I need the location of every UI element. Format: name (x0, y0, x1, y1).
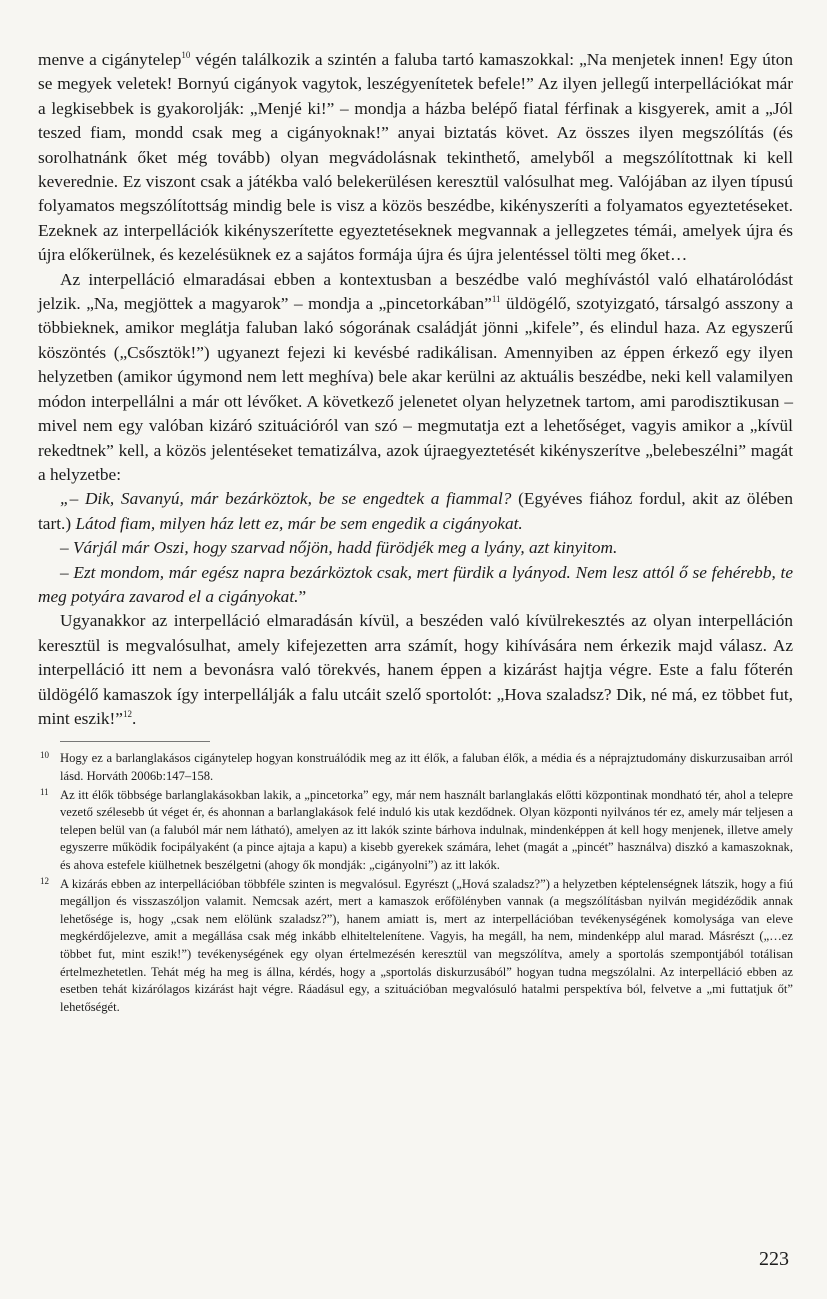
footnote-number: 11 (40, 786, 49, 797)
footnote-separator (60, 741, 210, 742)
footnote-text: Hogy ez a barlanglakásos cigánytelep hogyan konstruálódik meg az itt élők, a faluban élők, a média és a néprajztudomány diskurzusaiban arról lásd. Horváth 2006b:147–158. (60, 751, 793, 783)
footnote-ref: 12 (122, 709, 132, 720)
quoted-dialogue: – Ezt mondom, már egész napra bezárköztok csak, mert fürdik a lyányod. Nem lesz attól ő se fehérebb, te meg potyára zavarod el a cigányokat. (38, 562, 793, 606)
paragraph (38, 487, 793, 536)
paragraph (38, 48, 793, 268)
footnote-ref: 11 (491, 294, 501, 305)
paragraph (38, 561, 793, 610)
quoted-dialogue: „– Dik, Savanyú, már bezárköztok, be se engedtek a fiammal? (60, 489, 512, 509)
text-run: végén találkozik a szintén a faluba tartó kamaszokkal: „Na menjetek innen! Egy úton se megyek veletek! Bornyú cigányok vagytok, leszégyenítetek befele!” Az ilyen jellegű interpellációkat már a legkisebbek is gyakorolják: „Menjé ki!” – mondja a házba belépő fiatal férfinak a kisgyerek, amit a „Jól teszed fiam, mondd csak meg a cigányoknak!” anyai biztatás követ. Az összes ilyen megszólítás (és sorolhatnánk őket még tovább) olyan megvádolásnak tekinthető, amelyből a megszólítottnak ki kell keverednie. Ez viszont csak a játékba való belekerülésen keresztül valósulhat meg. Valójában az ilyen típusú folyamatos megszólítottság mindig bele is visz a közös beszédbe, kikényszeríti a folyamatos egyeztetéseket. Ezeknek az interpellációk kikényszerítette egyeztetéseknek megvannak a jellegzetes témái, amelyek újra és újra előkerülnek, és kezelésüknek ez a sajátos formája újra és újra jelentéssel tölti meg őket… (38, 50, 793, 265)
text-run: üldögélő, szotyizgató, társalgó asszony a többieknek, amikor meglátja faluban lakó sógorának családját jönni „kifele”, és elindul haza. Az egyszerű köszöntés („Csősztök!”) ugyanezt fejezi ki kevésbé radikálisan. Amennyiben az éppen érkező egy ilyen helyzetben (amikor úgymond nem lett meghíva) bele akar kerülni az aktuális beszédbe, neki kell valamilyen módon interpellálni a már ott lévőket. A következő jelenetet olyan helyzetnek tartom, ami parodisztikusan – mivel nem egy valóban kizáró szituációról van szó – megmutatja ezt a lehetőséget, vagyis amikor a „kívül rekedtnek” kell, a közös jelentéseket tematizálva, azok újraegyeztetését kikényszerítve „belebeszélni” magát a helyzetbe: (38, 294, 793, 484)
quoted-dialogue: Látod fiam, milyen ház lett ez, már be sem engedik a cigányokat. (75, 513, 523, 533)
footnote (38, 787, 793, 875)
text-run: . (131, 708, 137, 728)
main-text (38, 48, 793, 731)
footnote-number: 12 (40, 875, 49, 886)
text-run: menve a cigánytelep (38, 50, 182, 69)
text-run: Az interpelláció elmaradásai ebben a kontextusban a beszédbe való meghívástól való elhatárolódást jelzik. „Na, megjöttek a magyarok” – mondja a „pincetorkában” (38, 269, 793, 314)
text-run: Ugyanakkor az interpelláció elmaradásán kívül, a beszéden való kívülrekesztés az olyan interpelláción keresztül is megvalósulhat, amely kifejezetten arra számít, hogy kihívására nem érkezik majd válasz. Az interpelláció itt nem a bevonásra való törekvés, hanem éppen a kizárást hajtja végre. Este a falu főterén üldögélő kamaszok így interpellálják a falu utcáit szelő sportolót: „Hova szaladsz? Dik, né má, ez többet fut, mint eszik!” (38, 611, 793, 728)
footnotes (38, 750, 793, 1016)
footnote-text: A kizárás ebben az interpellációban többféle szinten is megvalósul. Egyrészt („Hová szaladsz?”) a helyzetben képtelenségnek látszik, hogy a fiú megálljon és visszaszóljon valamit. Nemcsak azért, mert a kamaszok erőfölényben vannak (a megszólításban nyilván megidéződik annak lehetősége is, hogy „csak nem elölünk szaladsz?”), hanem amiatt is, mert az interpellációban tevékenységének komolysága van eleve megkérdőjelezve, amit a megállása csak még inkább elhiteltelenítene. Vagyis, ha megáll, ha nem, mindenképp alul marad. Másrészt („…ez többet fut, mint eszik!”) tevékenységének egy olyan értelmezésén keresztül van megszólítva, amely a sportolás szempontjából totálisan értelmezhetetlen. Tehát még ha meg is állna, kérdés, hogy a „sportolás diskurzusából” hogyan tudna megszólalni. Az interpelláció ebben az esetben tehát kizárólagos kizárást hajt végre. Ráadásul egy, a szituációban megvalósuló hatalmi perspektíva ból, felvetve a „mi futtatjuk őt” lehetőségét. (60, 876, 793, 1014)
text-run: (Egyéves fiához fordul, akit az ölében tart.) (38, 489, 793, 533)
quoted-dialogue: – Várjál már Oszi, hogy szarvad nőjön, hadd fürödjék meg a lyány, azt kinyitom. (60, 538, 618, 558)
footnote-ref: 10 (181, 50, 191, 61)
footnote (38, 876, 793, 1017)
footnote-text: Az itt élők többsége barlanglakásokban lakik, a „pincetorka” egy, már nem használt barlanglakás előtti központinak mondható tér, ahol a telepre vezető szélesebb út véget ér, és ahonnan a barlanglakások felé induló kis utak kezdődnek. Olyan központi nyilvános tér ez, amely már teljesen a telepen belül van (a faluból már nem látható), amelyen az itt lakók szinte bárhova indulnak, mindenképpen át kell hogy menjenek, illetve amely egyszerre működik focipályaként (a pince ajtaja a kapu) a kisebb gyerekek számára, lehet (magát a „pincét” használva) diszkó a kamaszoknak, és ahova estefele kiülhetnek beszélgetni (ahogy ők mondják: „cigányolni”) az itt lakók. (60, 787, 793, 872)
paragraph (38, 609, 793, 731)
text-run: ” (298, 586, 307, 606)
footnote-number: 10 (40, 750, 49, 761)
paragraph (38, 268, 793, 488)
paragraph (38, 536, 793, 560)
page-number: 223 (759, 1248, 789, 1270)
footnote (38, 750, 793, 785)
